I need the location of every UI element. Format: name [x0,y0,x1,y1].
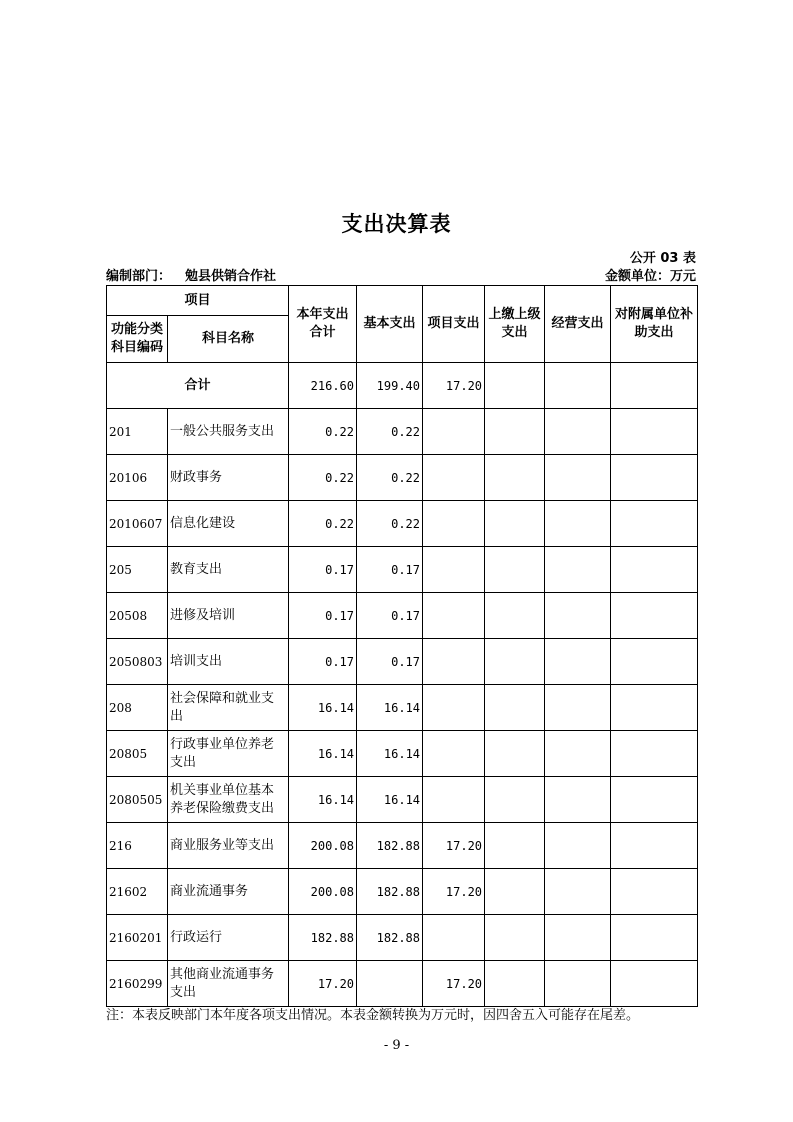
cell-name: 商业流通事务 [168,869,289,915]
cell-upper [485,639,545,685]
cell-basic: 0.22 [357,455,423,501]
header-name: 科目名称 [168,316,289,363]
cell-total: 17.20 [289,961,357,1007]
cell-upper [485,685,545,731]
cell-business [545,869,611,915]
cell-subsidy [611,731,698,777]
cell-code: 21602 [107,869,168,915]
cell-upper [485,731,545,777]
table-row [107,639,698,685]
cell-subsidy [611,685,698,731]
cell-code: 2160201 [107,915,168,961]
cell-project: 17.20 [423,823,485,869]
header-code: 功能分类科目编码 [107,316,168,363]
cell-subsidy [611,593,698,639]
cell-business [545,455,611,501]
cell-project [423,731,485,777]
cell-code: 2050803 [107,639,168,685]
cell-name: 其他商业流通事务支出 [168,961,289,1007]
cell-subsidy [611,823,698,869]
cell-code: 205 [107,547,168,593]
cell-subsidy [611,915,698,961]
cell-subsidy [611,777,698,823]
cell-business [545,777,611,823]
cell-project [423,409,485,455]
cell-code: 2010607 [107,501,168,547]
cell-basic: 182.88 [357,823,423,869]
cell-basic: 16.14 [357,685,423,731]
cell-upper [485,409,545,455]
cell-upper [485,869,545,915]
cell-code: 216 [107,823,168,869]
cell-basic: 0.22 [357,501,423,547]
cell-total: 16.14 [289,685,357,731]
cell-name: 商业服务业等支出 [168,823,289,869]
cell-basic: 0.17 [357,547,423,593]
cell-code: 2080505 [107,777,168,823]
cell-basic: 182.88 [357,915,423,961]
table-row [107,409,698,455]
cell-upper [485,501,545,547]
cell-subsidy [611,547,698,593]
footnote: 注：本表反映部门本年度各项支出情况。本表金额转换为万元时，因四舍五入可能存在尾差。 [106,1008,640,1023]
cell-basic: 0.22 [357,409,423,455]
cell-subsidy [611,501,698,547]
cell-basic: 0.17 [357,639,423,685]
cell-total: 200.08 [289,869,357,915]
cell-subsidy [611,639,698,685]
cell-upper [485,823,545,869]
cell-name: 财政事务 [168,455,289,501]
table-row [107,685,698,731]
page-number: - 9 - [383,1038,410,1053]
header-subsidy: 对附属单位补助支出 [611,286,698,363]
cell-business [545,823,611,869]
cell-project [423,547,485,593]
cell-basic [357,961,423,1007]
cell-total: 16.14 [289,777,357,823]
cell-name: 一般公共服务支出 [168,409,289,455]
total-row [107,363,698,409]
cell-project: 17.20 [423,869,485,915]
cell-upper [485,455,545,501]
total-business [545,363,611,409]
cell-business [545,547,611,593]
table-row [107,823,698,869]
cell-total: 182.88 [289,915,357,961]
total-upper [485,363,545,409]
table-row [107,961,698,1007]
table-row [107,777,698,823]
table-row [107,455,698,501]
cell-subsidy [611,961,698,1007]
cell-basic: 182.88 [357,869,423,915]
cell-code: 20106 [107,455,168,501]
cell-name: 教育支出 [168,547,289,593]
page-title: 支出决算表 [341,212,452,236]
total-project: 17.20 [423,363,485,409]
cell-business [545,731,611,777]
header-upper: 上缴上级支出 [485,286,545,363]
cell-code: 2160299 [107,961,168,1007]
cell-name: 行政运行 [168,915,289,961]
cell-total: 0.17 [289,547,357,593]
cell-project [423,593,485,639]
cell-total: 0.22 [289,501,357,547]
cell-business [545,639,611,685]
total-sum: 216.60 [289,363,357,409]
cell-subsidy [611,455,698,501]
cell-basic: 0.17 [357,593,423,639]
cell-upper [485,915,545,961]
cell-code: 208 [107,685,168,731]
cell-upper [485,961,545,1007]
cell-total: 16.14 [289,731,357,777]
header-business: 经营支出 [545,286,611,363]
cell-subsidy [611,409,698,455]
amount-unit: 金额单位：万元 [604,269,696,284]
cell-project: 17.20 [423,961,485,1007]
cell-project [423,455,485,501]
cell-business [545,593,611,639]
cell-name: 社会保障和就业支出 [168,685,289,731]
cell-code: 20508 [107,593,168,639]
table-row [107,593,698,639]
cell-name: 进修及培训 [168,593,289,639]
cell-upper [485,593,545,639]
cell-subsidy [611,869,698,915]
total-subsidy [611,363,698,409]
cell-total: 0.22 [289,409,357,455]
cell-business [545,961,611,1007]
cell-project [423,639,485,685]
total-basic: 199.40 [357,363,423,409]
cell-name: 培训支出 [168,639,289,685]
cell-name: 行政事业单位养老支出 [168,731,289,777]
cell-business [545,685,611,731]
cell-project [423,915,485,961]
cell-total: 0.17 [289,639,357,685]
header-item: 项目 [107,286,289,316]
header-total: 本年支出合计 [289,286,357,363]
expenditure-table [106,285,698,1007]
cell-code: 201 [107,409,168,455]
cell-project [423,777,485,823]
cell-business [545,915,611,961]
department-value: 勉县供销合作社 [185,269,277,284]
cell-business [545,409,611,455]
cell-name: 信息化建设 [168,501,289,547]
cell-business [545,501,611,547]
table-row [107,547,698,593]
table-row [107,501,698,547]
table-row [107,731,698,777]
department-label: 编制部门： [106,269,172,284]
cell-total: 200.08 [289,823,357,869]
compiling-department [106,265,276,284]
cell-upper [485,777,545,823]
cell-basic: 16.14 [357,777,423,823]
table-row [107,869,698,915]
header-project: 项目支出 [423,286,485,363]
cell-project [423,501,485,547]
cell-name: 机关事业单位基本养老保险缴费支出 [168,777,289,823]
header-basic: 基本支出 [357,286,423,363]
cell-total: 0.17 [289,593,357,639]
total-label: 合计 [107,363,289,409]
cell-project [423,685,485,731]
cell-total: 0.22 [289,455,357,501]
form-number: 公开 03 表 [629,251,696,266]
cell-code: 20805 [107,731,168,777]
cell-basic: 16.14 [357,731,423,777]
table-row [107,915,698,961]
cell-upper [485,547,545,593]
